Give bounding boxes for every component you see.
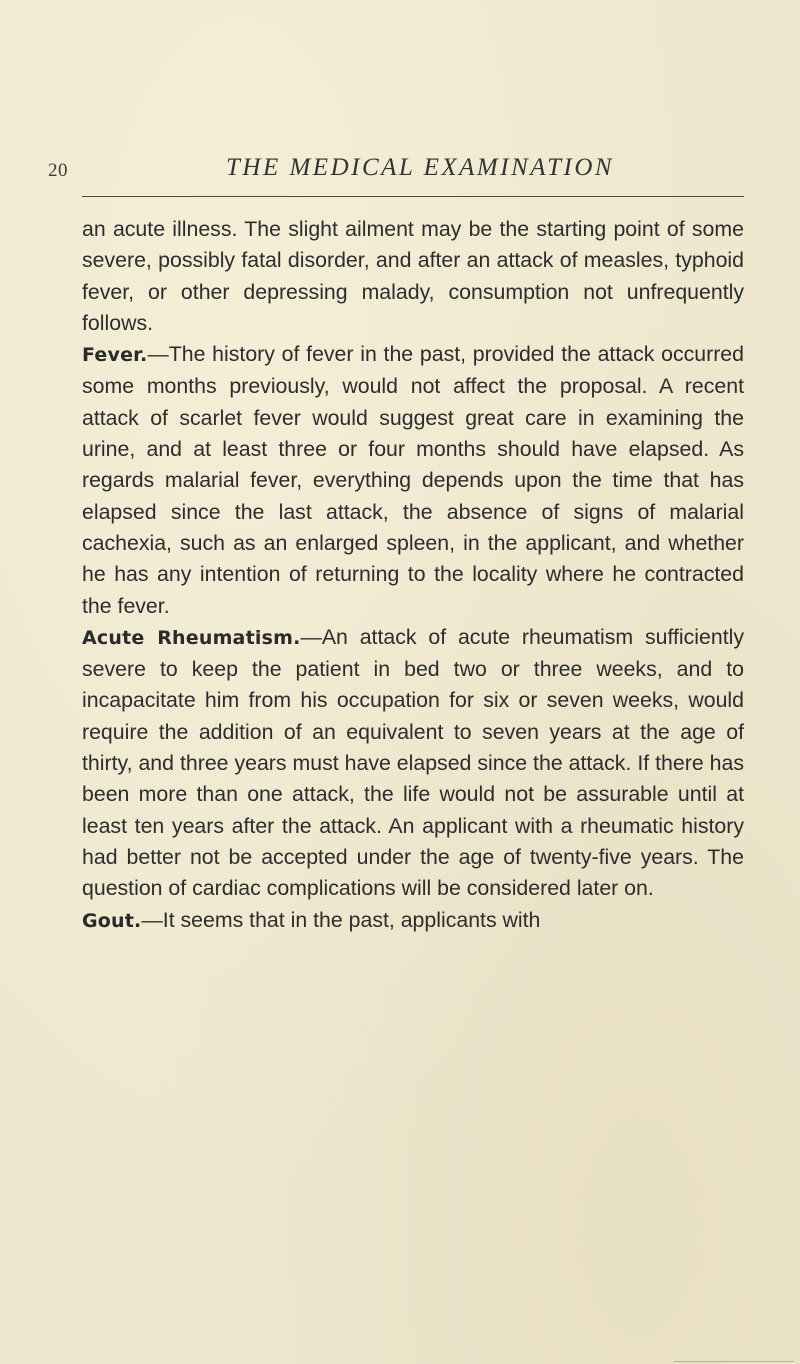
- paragraph-text: —An attack of acute rheumatism sufficiently severe to keep the patient in bed two or three weeks, and to incapacitate him from his occupation for six or seven weeks, would require the addition of an equivalent to seven years at the age of thirty, and three years must have elapsed since the attack. If there has been more than one attack, the life would not be assurable until at least ten years after the attack. An applicant with a rheumatic history had better not be accepted under the age of twenty-five years. The question of cardiac complications will be considered later on.: [82, 624, 744, 901]
- header-rule: [82, 196, 744, 197]
- paragraph-text: an acute illness. The slight ailment may be the starting point of some severe, possibly fatal disorder, and after an attack of measles, typhoid fever, or other depressing malady, consumption not unfrequently follows.: [82, 217, 744, 335]
- paragraph-fever: [82, 339, 744, 622]
- paragraph-text: —It seems that in the past, applicants with: [141, 907, 541, 932]
- section-heading-acute-rheumatism: Acute Rheumatism.: [82, 626, 301, 649]
- page-header: [48, 152, 748, 192]
- page-number: 20: [48, 160, 68, 181]
- paragraph-illness: [82, 214, 744, 339]
- paragraph-text: —The history of fever in the past, provided the attack occurred some months previously, would not affect the proposal. A recent attack of scarlet fever would suggest great care in examining the urine, and at least three or four months should have elapsed. As regards malarial fever, everything depends upon the time that has elapsed since the last attack, the absence of signs of malarial cachexia, such as an enlarged spleen, in the applicant, and whether he has any intention of returning to the locality where he contracted the fever.: [82, 342, 744, 618]
- section-heading-gout: Gout.: [82, 909, 142, 932]
- section-heading-fever: Fever.: [82, 344, 148, 367]
- body-text: [82, 214, 744, 937]
- paragraph-acute-rheumatism: [82, 622, 744, 905]
- paragraph-gout: [82, 905, 744, 937]
- running-head: THE MEDICAL EXAMINATION: [226, 154, 615, 181]
- page-edge-mark: [674, 1361, 794, 1362]
